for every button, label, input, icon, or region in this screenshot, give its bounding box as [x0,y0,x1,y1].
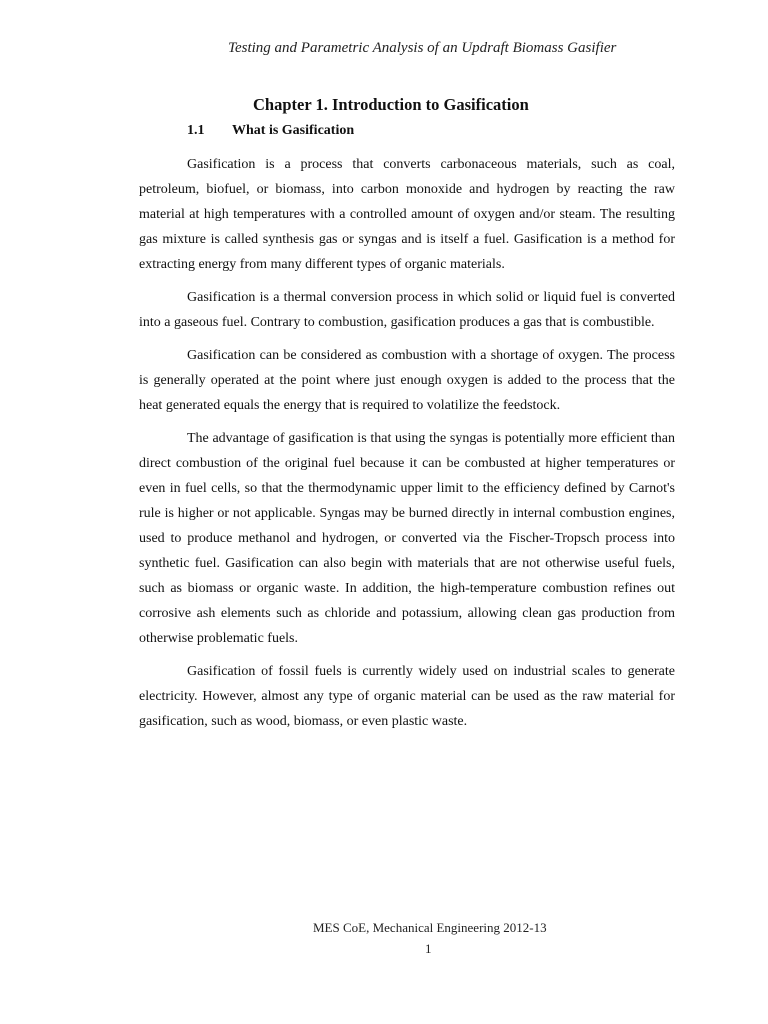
paragraph: Gasification is a process that converts carbonaceous materials, such as coal, petroleum, biofuel, or biomass, into carbon monoxide and hydrogen by reacting the raw material at high temperatures with a controlled amount of oxygen and/or steam. The resulting gas mixture is called synthesis gas or syngas and is itself a fuel. Gasification is a method for extracting energy from many different types of organic materials. [139,157,675,272]
paragraph: Gasification is a thermal conversion process in which solid or liquid fuel is converted into a gaseous fuel. Contrary to combustion, gasification produces a gas that is combustible. [139,290,675,330]
chapter-title: Chapter 1. Introduction to Gasification [253,95,529,114]
body-text [139,152,675,742]
footer-text: MES CoE, Mechanical Engineering 2012-13 [313,920,547,935]
page-number: 1 [425,941,432,956]
section-title: What is Gasification [232,123,355,138]
section-number: 1.1 [187,123,205,138]
running-header: Testing and Parametric Analysis of an Updraft Biomass Gasifier [228,40,617,56]
section-heading [187,123,354,139]
paragraph: Gasification of fossil fuels is currently widely used on industrial scales to generate electricity. However, almost any type of organic material can be used as the raw material for gasification, such as wood, biomass, or even plastic waste. [139,664,675,729]
paragraph: Gasification can be considered as combustion with a shortage of oxygen. The process is generally operated at the point where just enough oxygen is added to the process that the heat generated equals the energy that is required to volatilize the feedstock. [139,348,675,413]
paragraph: The advantage of gasification is that using the syngas is potentially more efficient than direct combustion of the original fuel because it can be combusted at higher temperatures or even in fuel cells, so that the thermodynamic upper limit to the efficiency defined by Carnot's rule is higher or not applicable. Syngas may be burned directly in internal combustion engines, used to produce methanol and hydrogen, or converted via the Fischer-Tropsch process into synthetic fuel. Gasification can also begin with materials that are not otherwise useful fuels, such as biomass or organic waste. In addition, the high-temperature combustion refines out corrosive ash elements such as chloride and potassium, allowing clean gas production from otherwise problematic fuels. [139,431,675,646]
